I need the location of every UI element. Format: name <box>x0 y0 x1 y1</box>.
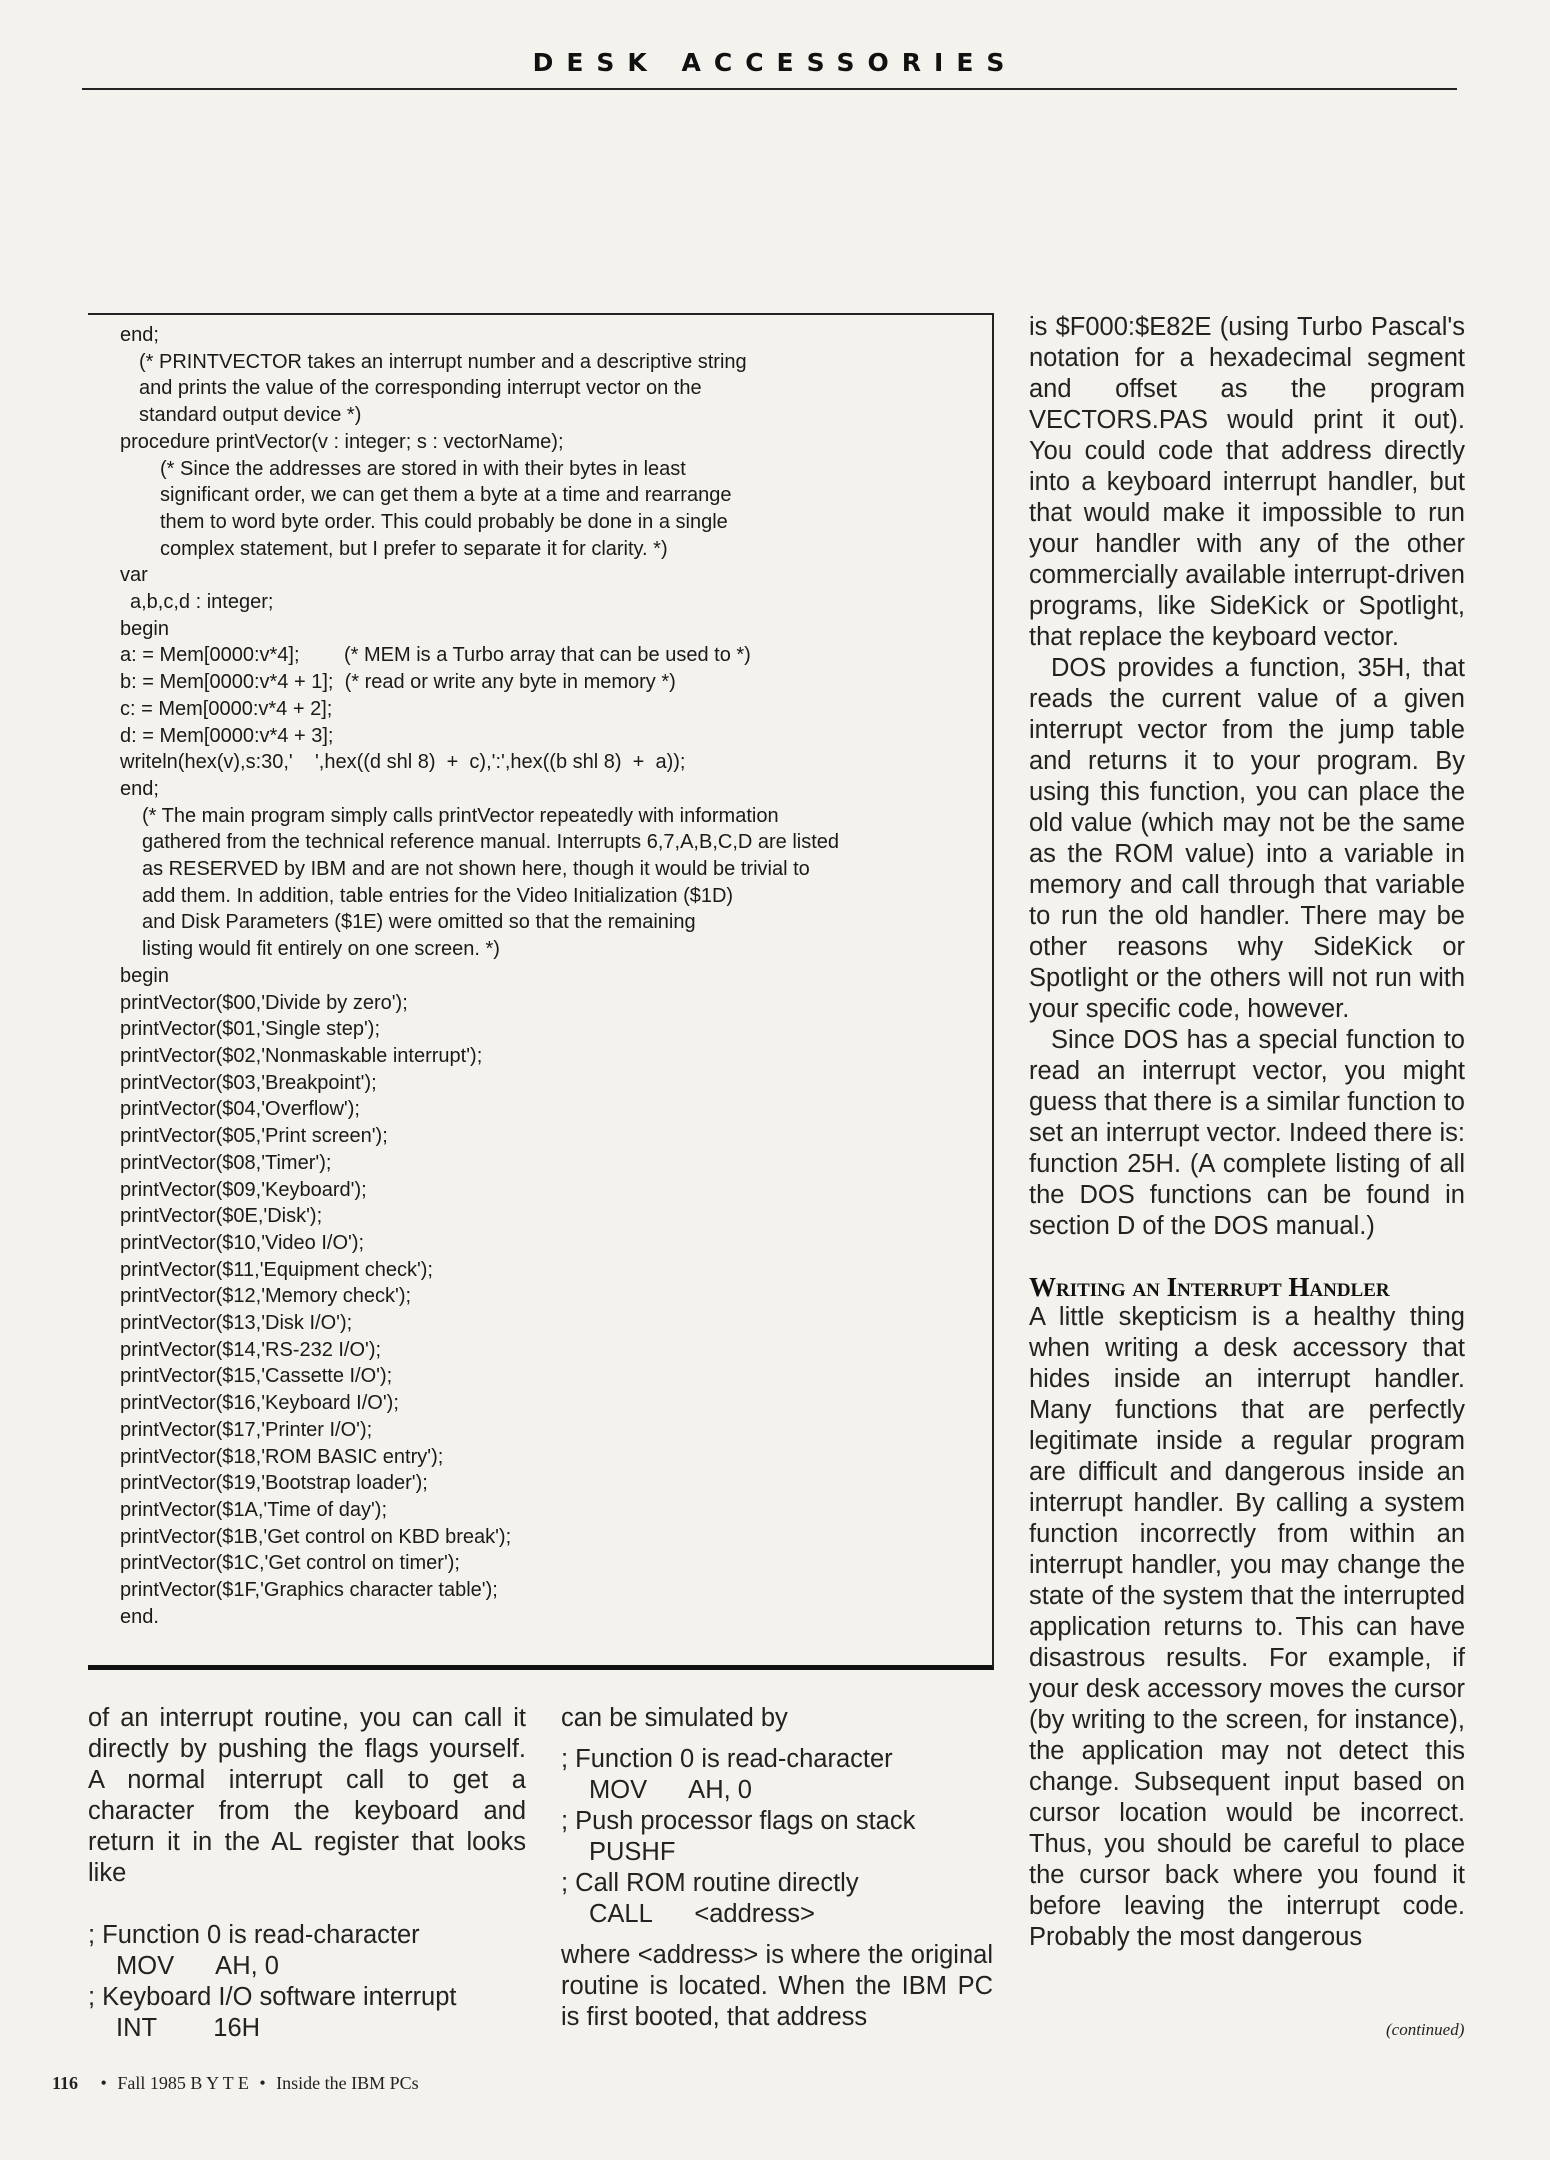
code-line: printVector($15,'Cassette I/O'); <box>120 1365 393 1388</box>
column-right <box>1029 312 1465 1953</box>
code-line: procedure printVector(v : integer; s : vectorName); <box>120 430 564 453</box>
asm-instruction-line: MOV AH, 0 <box>116 1952 279 1980</box>
code-line: a: = Mem[0000:v*4]; (* MEM is a Turbo array that can be used to *) <box>120 644 751 667</box>
code-line: printVector($00,'Divide by zero'); <box>120 991 408 1014</box>
code-line: end. <box>120 1605 159 1628</box>
footer-issue: Fall 1985 B Y T E <box>117 2073 249 2093</box>
right-paragraph-1: is $F000:$E82E (using Turbo Pascal's notation for a hexadecimal segment and offset as the program VECTORS.PAS would print it out). You could code that address directly into a keyboard interrupt handler, but that would make it impossible to run your handler with any of the other commercially available interrupt-driven programs, like SideKick or Spotlight, that replace the keyboard vector. <box>1029 313 1465 651</box>
code-line: (* PRINTVECTOR takes an interrupt number and a descriptive string <box>139 350 747 373</box>
continued-note: (continued) <box>1386 2020 1465 2039</box>
left-assembly-code <box>88 1920 526 2044</box>
code-line: printVector($14,'RS-232 I/O'); <box>120 1338 382 1361</box>
code-line: printVector($1C,'Get control on timer'); <box>120 1552 460 1575</box>
footer-title: Inside the IBM PCs <box>276 2073 419 2093</box>
code-line: a,b,c,d : integer; <box>130 591 274 614</box>
code-line: printVector($1A,'Time of day'); <box>120 1498 388 1521</box>
code-line: printVector($12,'Memory check'); <box>120 1285 412 1308</box>
code-line: as RESERVED by IBM and are not shown here, though it would be trivial to <box>142 858 810 881</box>
code-line: (* The main program simply calls printVector repeatedly with information <box>142 804 779 827</box>
header-rule <box>82 88 1457 90</box>
column-middle <box>561 1703 993 2033</box>
code-line: printVector($1F,'Graphics character table'); <box>120 1579 498 1602</box>
section-subheading: Writing an Interrupt Handler <box>1029 1272 1390 1302</box>
right-paragraph-3: Since DOS has a special function to read an interrupt vector, you might guess that there is a similar function to set an interrupt vector. Indeed there is: function 25H. (A complete listing of all the DOS functions can be found in section D of the DOS manual.) <box>1029 1026 1465 1240</box>
code-line: begin <box>120 617 169 640</box>
right-paragraph-4: A little skepticism is a healthy thing when writing a desk accessory that hides inside an interrupt handler. Many functions that are perfectly legitimate inside a regular program are difficult and dangerous inside an interrupt handler. By calling a system function incorrectly from within an interrupt handler, you may change the state of the system that the interrupted application returns to. This can have disastrous results. For example, if your desk accessory moves the cursor (by writing to the screen, for instance), the application may not detect this change. Subsequent input based on cursor location would be incorrect. Thus, you should be careful to place the cursor back where you found it before leaving the interrupt code. Probably the most dangerous <box>1029 1303 1465 1951</box>
code-line: them to word byte order. This could probably be done in a single <box>160 510 728 533</box>
code-line: printVector($05,'Print screen'); <box>120 1125 388 1148</box>
code-line: printVector($01,'Single step'); <box>120 1018 380 1041</box>
code-line: and prints the value of the corresponding interrupt vector on the <box>139 377 702 400</box>
middle-paragraph: where <address> is where the original routine is located. When the IBM PC is first booted, that address <box>561 1941 993 2031</box>
asm-comment-line: ; Push processor flags on stack <box>561 1807 916 1835</box>
middle-intro: can be simulated by <box>561 1704 788 1732</box>
code-line: standard output device *) <box>139 404 362 427</box>
code-line: printVector($02,'Nonmaskable interrupt'); <box>120 1044 483 1067</box>
asm-comment-line: ; Keyboard I/O software interrupt <box>88 1983 457 2011</box>
code-line: significant order, we can get them a byte at a time and rearrange <box>160 484 732 507</box>
code-line: printVector($03,'Breakpoint'); <box>120 1071 377 1094</box>
code-line: begin <box>120 964 169 987</box>
asm-instruction-line: PUSHF <box>589 1838 676 1866</box>
code-line: var <box>120 564 148 587</box>
middle-assembly-code <box>561 1744 993 1930</box>
asm-instruction-line: MOV AH, 0 <box>589 1776 752 1804</box>
code-line: printVector($0E,'Disk'); <box>120 1205 323 1228</box>
asm-instruction-line: INT 16H <box>116 2014 261 2042</box>
code-line: gathered from the technical reference manual. Interrupts 6,7,A,B,C,D are listed <box>142 831 840 854</box>
page-number: 116 <box>52 2073 79 2093</box>
code-line: d: = Mem[0000:v*4 + 3]; <box>120 724 334 747</box>
code-line: printVector($13,'Disk I/O'); <box>120 1312 353 1335</box>
left-paragraph: of an interrupt routine, you can call it directly by pushing the flags yourself. A normal interrupt call to get a character from the keyboard and return it in the AL register that looks like <box>88 1704 526 1887</box>
section-header: DESK ACCESSORIES <box>532 48 1018 77</box>
right-paragraph-2: DOS provides a function, 35H, that reads the current value of a given interrupt vector from the jump table and returns it to your program. By using this function, you can place the old value (which may not be the same as the ROM value) into a variable in memory and call through that variable to run the old handler. There may be other reasons why SideKick or Spotlight or the others will not run with your specific code, however. <box>1029 654 1465 1023</box>
page-footer <box>52 2073 419 2094</box>
code-line: printVector($17,'Printer I/O'); <box>120 1418 373 1441</box>
asm-comment-line: ; Call ROM routine directly <box>561 1869 859 1897</box>
footer-separator: • <box>259 2073 266 2093</box>
footer-separator: • <box>100 2073 107 2093</box>
code-line: end; <box>120 324 159 346</box>
code-line: listing would fit entirely on one screen. *) <box>142 938 500 961</box>
code-line: (* Since the addresses are stored in with their bytes in least <box>160 457 686 480</box>
code-line: printVector($11,'Equipment check'); <box>120 1258 433 1281</box>
code-line: add them. In addition, table entries for the Video Initialization ($1D) <box>142 884 734 907</box>
asm-comment-line: ; Function 0 is read-character <box>561 1745 893 1773</box>
code-line: printVector($19,'Bootstrap loader'); <box>120 1472 428 1495</box>
asm-instruction-line: CALL <address> <box>589 1900 815 1928</box>
column-left <box>88 1703 526 2044</box>
code-line: writeln(hex(v),s:30,' ',hex((d shl 8) + c),':',hex((b shl 8) + a)); <box>120 751 686 774</box>
asm-comment-line: ; Function 0 is read-character <box>88 1921 420 1949</box>
code-line: printVector($1B,'Get control on KBD break'); <box>120 1525 512 1548</box>
code-line: printVector($18,'ROM BASIC entry'); <box>120 1445 444 1468</box>
code-line: printVector($08,'Timer'); <box>120 1151 332 1174</box>
code-listing <box>120 322 980 1630</box>
code-line: complex statement, but I prefer to separate it for clarity. *) <box>160 537 668 560</box>
code-line: printVector($16,'Keyboard I/O'); <box>120 1392 399 1415</box>
code-line: printVector($10,'Video I/O'); <box>120 1231 365 1254</box>
code-line: and Disk Parameters ($1E) were omitted so that the remaining <box>142 911 696 934</box>
code-line: end; <box>120 777 159 800</box>
code-line: printVector($09,'Keyboard'); <box>120 1178 367 1201</box>
code-line: c: = Mem[0000:v*4 + 2]; <box>120 697 333 720</box>
code-line: b: = Mem[0000:v*4 + 1]; (* read or write any byte in memory *) <box>120 671 676 694</box>
code-line: printVector($04,'Overflow'); <box>120 1098 360 1121</box>
